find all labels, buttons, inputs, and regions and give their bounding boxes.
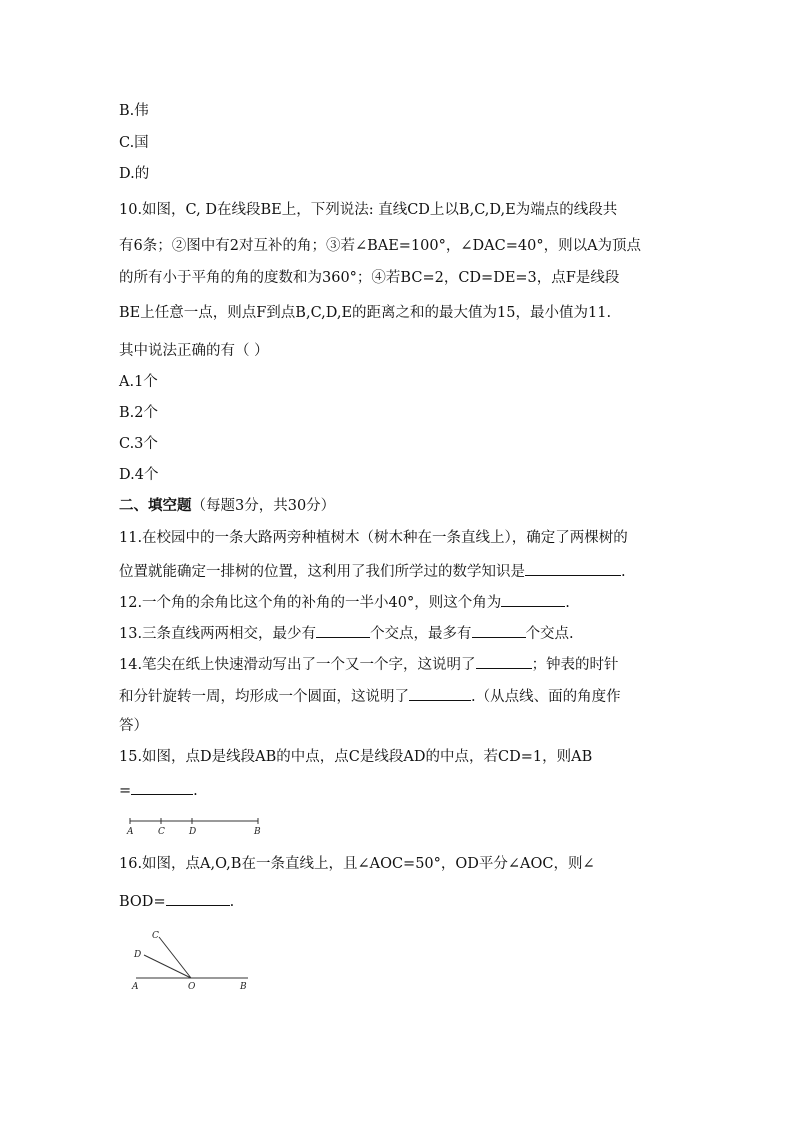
answer-blank-15[interactable] bbox=[131, 780, 193, 795]
question-12-period: . bbox=[565, 595, 570, 611]
option-d-q10: D.4个 bbox=[119, 467, 159, 483]
question-15-line-2 bbox=[119, 780, 198, 801]
label-d: D bbox=[189, 827, 197, 837]
question-11-text: 位置就能确定一排树的位置，这利用了我们所学过的数学知识是 bbox=[119, 564, 525, 580]
label-a: A bbox=[132, 982, 139, 992]
question-13-text-c: 个交点. bbox=[525, 626, 574, 642]
question-14-line-2 bbox=[119, 686, 621, 707]
question-10-line-3: 的所有小于平角的角的度数和为360°；④若BC=2，CD=DE=3，点F是线段 bbox=[119, 270, 620, 286]
question-10-line-2: 有6条；②图中有2对互补的角；③若∠BAE=100°，∠DAC=40°，则以A为顶点 bbox=[119, 238, 642, 254]
label-a: A bbox=[127, 827, 134, 837]
label-d: D bbox=[134, 950, 142, 960]
answer-blank-12[interactable] bbox=[501, 592, 565, 607]
question-11-period: . bbox=[621, 564, 626, 580]
question-15-period: . bbox=[193, 783, 198, 799]
option-b-q10: B.2个 bbox=[119, 405, 158, 421]
section-scoring: （每题3分，共30分） bbox=[191, 498, 336, 514]
question-12 bbox=[119, 592, 570, 613]
option-d-prev: D.的 bbox=[119, 166, 150, 182]
question-14-text-c: 和分针旋转一周，均形成一个圆面，这说明了 bbox=[119, 689, 409, 705]
option-b-prev: B.伟 bbox=[119, 103, 149, 119]
question-16-text: BOD= bbox=[119, 894, 166, 910]
question-11-line-2 bbox=[119, 561, 626, 582]
answer-blank-14b[interactable] bbox=[409, 686, 471, 701]
question-14-text-d: .（从点线、面的角度作 bbox=[471, 689, 621, 705]
question-10-line-4: BE上任意一点，则点F到点B,C,D,E的距离之和的最大值为15，最小值为11. bbox=[119, 305, 612, 321]
answer-blank-13a[interactable] bbox=[316, 623, 370, 638]
ray-od bbox=[144, 955, 191, 978]
option-a-q10: A.1个 bbox=[119, 374, 158, 390]
question-11-line-1: 11.在校园中的一条大路两旁种植树木（树木种在一条直线上），确定了两棵树的 bbox=[119, 530, 628, 546]
question-12-text: 12.一个角的余角比这个角的补角的一半小40°，则这个角为 bbox=[119, 595, 502, 611]
question-16-period: . bbox=[229, 894, 235, 910]
label-b: B bbox=[240, 982, 247, 992]
question-16-line-2 bbox=[119, 891, 234, 912]
answer-blank-13b[interactable] bbox=[472, 623, 526, 638]
question-13-text-b: 个交点，最多有 bbox=[370, 626, 472, 642]
question-15-equals: = bbox=[119, 783, 132, 799]
option-c-prev: C.国 bbox=[119, 135, 149, 151]
question-10-line-5: 其中说法正确的有（ ） bbox=[119, 343, 269, 359]
section-heading bbox=[119, 496, 335, 516]
question-13-text-a: 13.三条直线两两相交，最少有 bbox=[119, 626, 317, 642]
question-14-line-3: 答） bbox=[119, 718, 148, 734]
question-10-line-1: 10.如图，C, D在线段BE上，下列说法: 直线CD上以B,C,D,E为端点的线段共 bbox=[119, 202, 618, 218]
question-15-line-1: 15.如图，点D是线段AB的中点，点C是线段AD的中点，若CD=1，则AB bbox=[119, 749, 593, 765]
label-o: O bbox=[188, 982, 196, 992]
question-14-line-1 bbox=[119, 654, 619, 675]
label-b: B bbox=[254, 827, 261, 837]
question-14-text-a: 14.笔尖在纸上快速滑动写出了一个又一个字，这说明了 bbox=[119, 657, 476, 673]
label-c: C bbox=[158, 827, 165, 837]
question-16-line-1: 16.如图，点A,O,B在一条直线上，且∠AOC=50°，OD平分∠AOC，则∠ bbox=[119, 856, 595, 872]
answer-blank-11[interactable] bbox=[525, 561, 621, 576]
label-c: C bbox=[152, 931, 159, 941]
option-c-q10: C.3个 bbox=[119, 436, 158, 452]
figure-15-segment bbox=[120, 812, 270, 838]
section-title: 二、填空题 bbox=[119, 497, 192, 514]
answer-blank-16[interactable] bbox=[166, 891, 230, 906]
answer-blank-14a[interactable] bbox=[476, 654, 532, 669]
ray-oc bbox=[159, 937, 191, 978]
question-13 bbox=[119, 623, 574, 644]
figure-16-angles bbox=[124, 923, 259, 995]
question-14-text-b: ；钟表的时针 bbox=[531, 657, 619, 673]
